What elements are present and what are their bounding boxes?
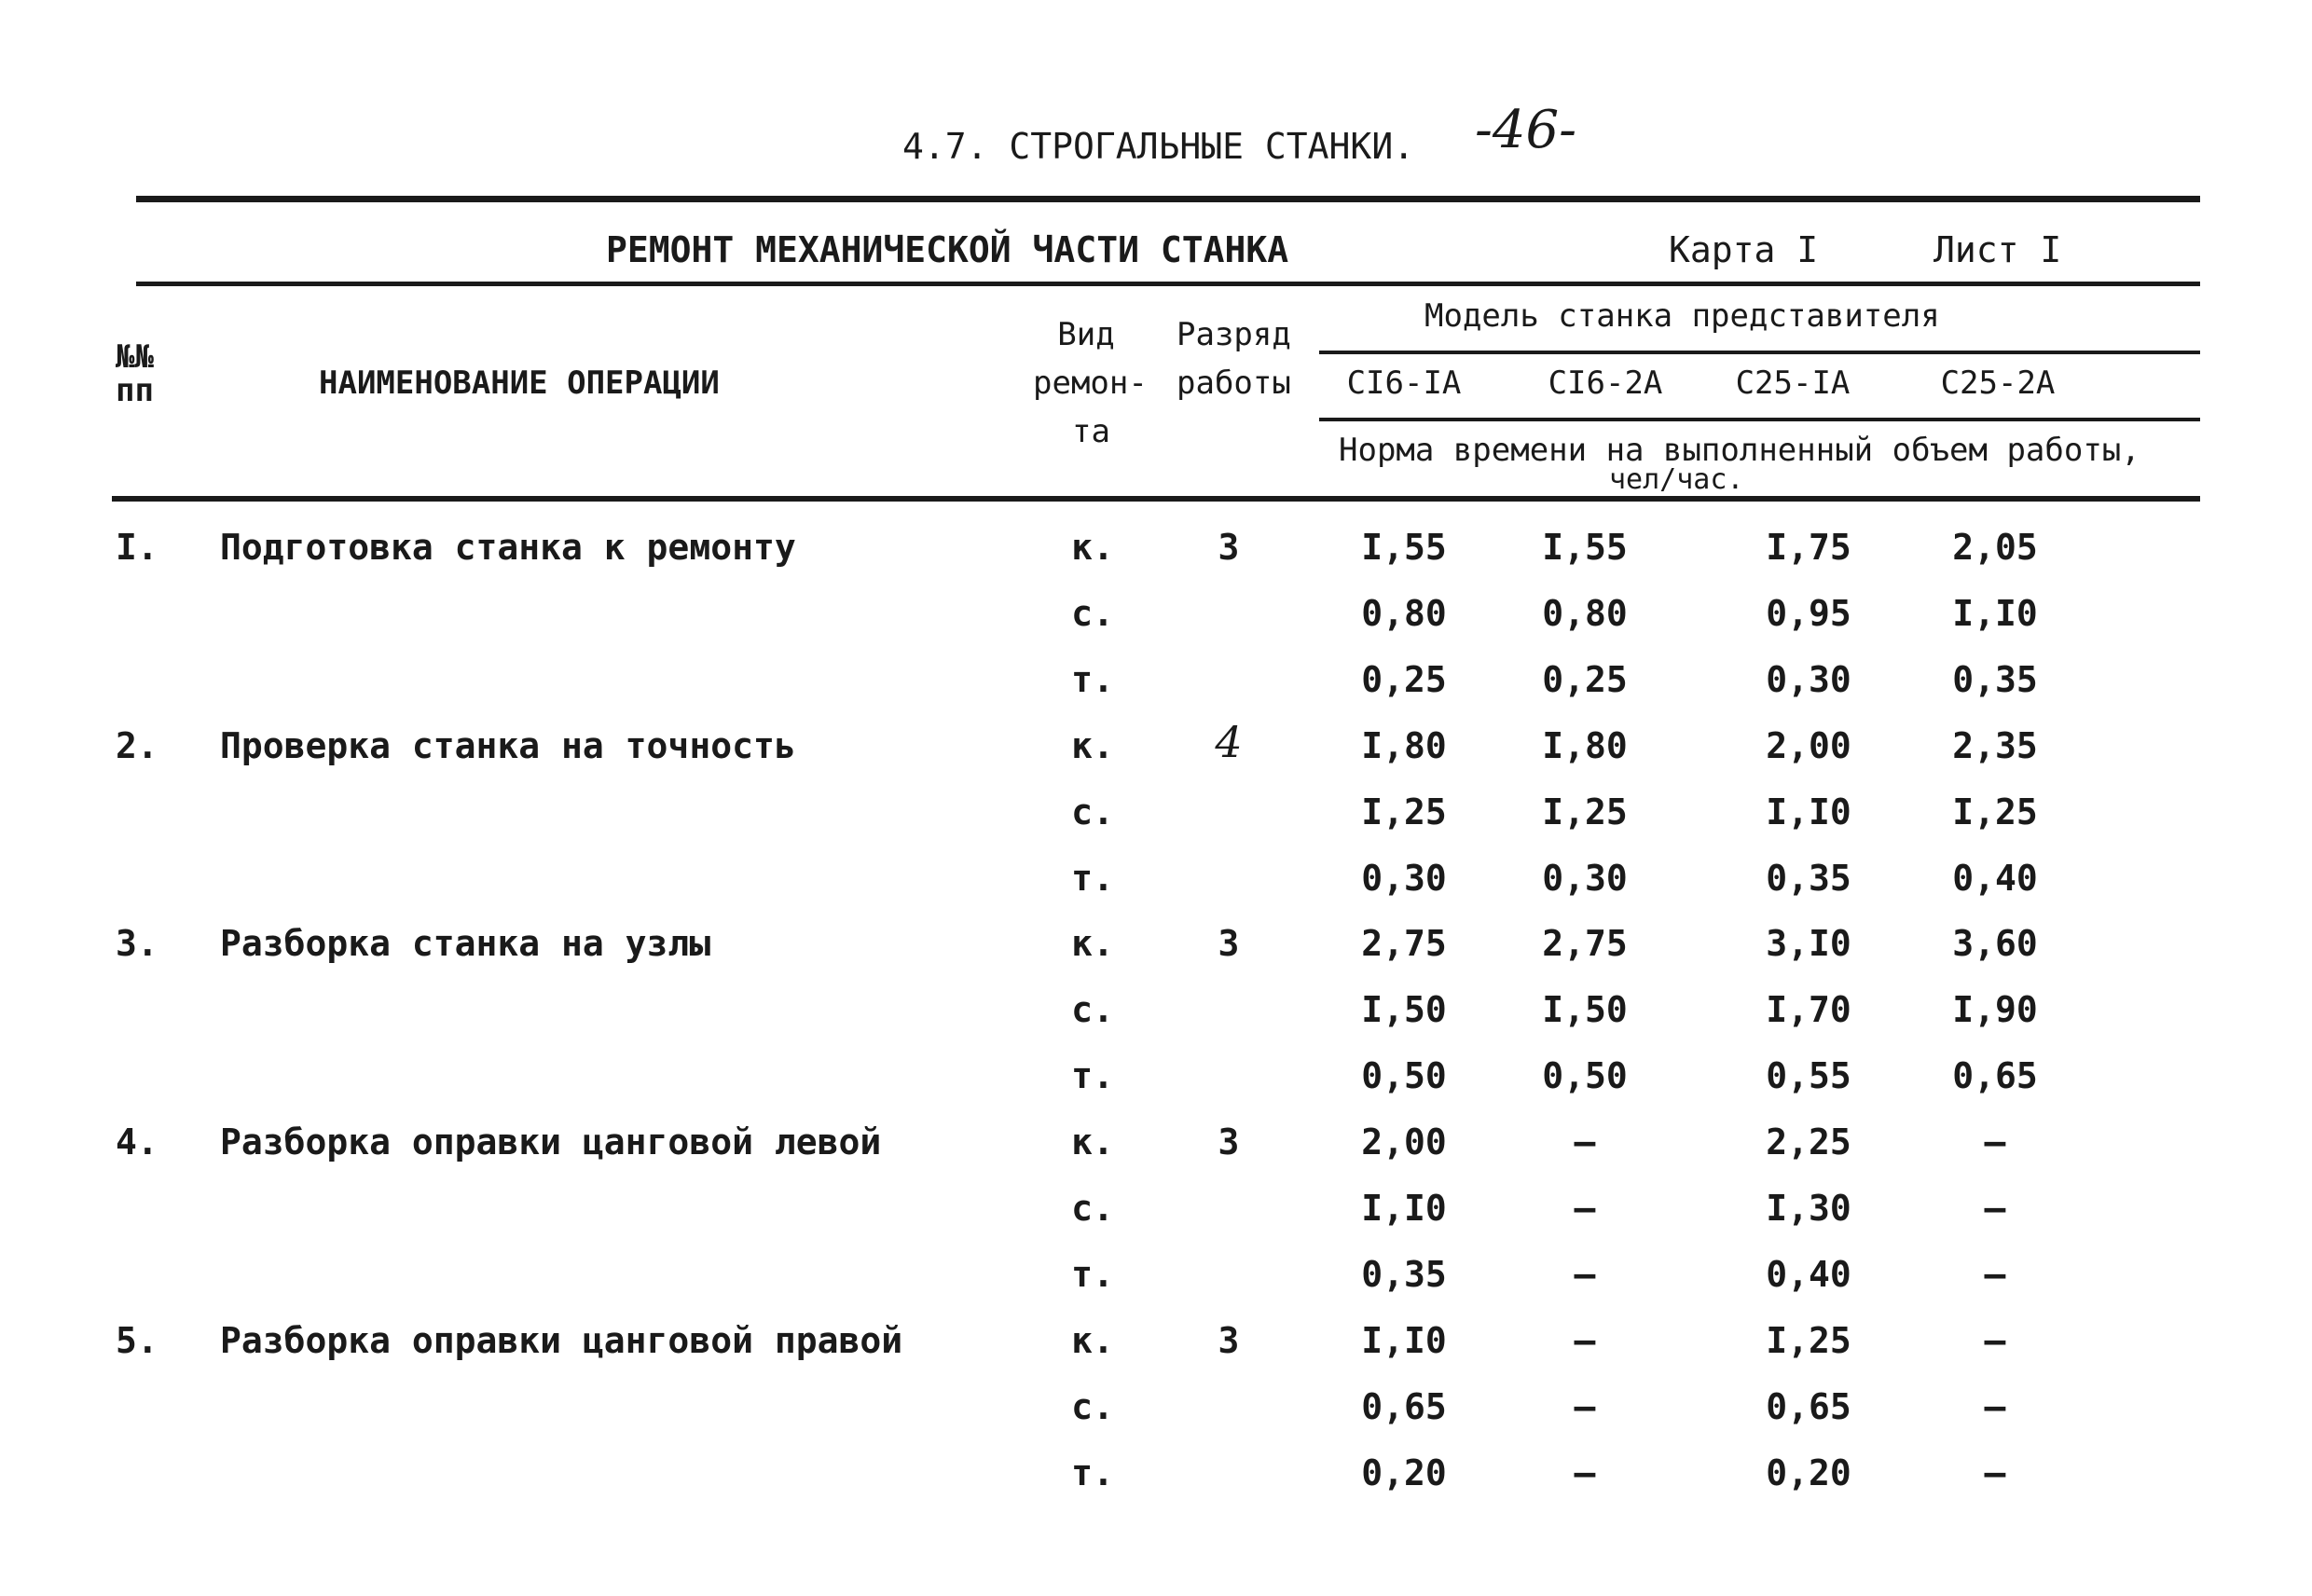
norm-header: Норма времени на выполненный объем работы, xyxy=(1339,432,2140,469)
norm-value: 0,55 xyxy=(1766,1055,1851,1096)
col-grade-header-1: Разряд xyxy=(1177,316,1291,353)
norm-value: 0,35 xyxy=(1766,858,1851,899)
norm-value: 0,30 xyxy=(1361,858,1447,899)
norm-value: – xyxy=(1574,1452,1596,1493)
card-label: Карта I xyxy=(1669,229,1819,270)
norm-value: I,30 xyxy=(1766,1188,1851,1229)
operation-number: 4. xyxy=(116,1121,158,1163)
operation-number: 3. xyxy=(116,923,158,964)
models-title: Модель станка представителя xyxy=(1424,297,1940,335)
sheet-label: Лист I xyxy=(1934,229,2062,270)
norm-value: – xyxy=(1984,1121,2006,1163)
page-number: -46- xyxy=(1475,100,1577,160)
repair-type: к. xyxy=(1071,1121,1114,1163)
operation-number: 2. xyxy=(116,725,158,766)
norm-value: 2,75 xyxy=(1361,923,1447,964)
norm-value: 2,00 xyxy=(1766,725,1851,766)
col-grade-header-2: работы xyxy=(1177,365,1291,402)
norm-value: – xyxy=(1984,1386,2006,1427)
norm-value: – xyxy=(1574,1386,1596,1427)
operation-name: Проверка станка на точность xyxy=(220,725,796,766)
norm-value: – xyxy=(1984,1188,2006,1229)
model-header: СI6-2A xyxy=(1548,365,1663,402)
norm-value: 0,80 xyxy=(1361,593,1447,634)
col-repair-header-1: Вид xyxy=(1057,316,1115,353)
model-header: СI6-IA xyxy=(1346,365,1462,402)
top-rule xyxy=(136,196,2200,202)
norm-value: 0,65 xyxy=(1361,1386,1447,1427)
norm-value: 2,25 xyxy=(1766,1121,1851,1163)
norm-value: 0,20 xyxy=(1361,1452,1447,1493)
norm-value: 0,95 xyxy=(1766,593,1851,634)
norm-value: – xyxy=(1574,1254,1596,1295)
operation-name: Разборка оправки цанговой правой xyxy=(220,1320,903,1361)
norm-value: I,75 xyxy=(1766,527,1851,568)
repair-type: т. xyxy=(1071,1055,1114,1096)
operation-grade: 4 xyxy=(1215,717,1243,767)
norm-value: 0,40 xyxy=(1952,858,2038,899)
norm-value: 0,35 xyxy=(1952,659,2038,700)
model-header: С25-2A xyxy=(1940,365,2056,402)
norm-value: – xyxy=(1574,1121,1596,1163)
operation-grade: 3 xyxy=(1218,923,1240,964)
norm-value: I,55 xyxy=(1361,527,1447,568)
norm-value: 0,25 xyxy=(1361,659,1447,700)
models-rule-2 xyxy=(1319,418,2200,421)
norm-value: 2,00 xyxy=(1361,1121,1447,1163)
repair-type: к. xyxy=(1071,725,1114,766)
norm-value: 2,35 xyxy=(1952,725,2038,766)
norm-value: – xyxy=(1984,1254,2006,1295)
norm-value: I,50 xyxy=(1542,989,1628,1030)
col-num-header: №№ пп xyxy=(116,338,154,409)
operation-number: 5. xyxy=(116,1320,158,1361)
repair-type: с. xyxy=(1071,593,1114,634)
norm-value: – xyxy=(1984,1320,2006,1361)
norm-value: I,55 xyxy=(1542,527,1628,568)
norm-value: 0,50 xyxy=(1542,1055,1628,1096)
operation-grade: 3 xyxy=(1218,1320,1240,1361)
repair-type: т. xyxy=(1071,659,1114,700)
model-header: С25-IA xyxy=(1735,365,1851,402)
norm-value: 0,35 xyxy=(1361,1254,1447,1295)
norm-value: I,25 xyxy=(1542,791,1628,832)
norm-value: – xyxy=(1574,1188,1596,1229)
norm-value: I,80 xyxy=(1361,725,1447,766)
section-title: 4.7. СТРОГАЛЬНЫЕ СТАНКИ. xyxy=(902,126,1415,167)
norm-value: I,I0 xyxy=(1952,593,2038,634)
norm-value: I,80 xyxy=(1542,725,1628,766)
col-name-header: НАИМЕНОВАНИЕ ОПЕРАЦИИ xyxy=(319,365,720,402)
norm-value: I,25 xyxy=(1766,1320,1851,1361)
norm-value: 0,65 xyxy=(1766,1386,1851,1427)
norm-value: 0,80 xyxy=(1542,593,1628,634)
norm-value: 0,65 xyxy=(1952,1055,2038,1096)
models-rule xyxy=(1319,351,2200,354)
operation-number: I. xyxy=(116,527,158,568)
norm-value: I,I0 xyxy=(1361,1320,1447,1361)
norm-value: – xyxy=(1574,1320,1596,1361)
norm-value: 0,50 xyxy=(1361,1055,1447,1096)
norm-value: 3,I0 xyxy=(1766,923,1851,964)
norm-value: I,25 xyxy=(1952,791,2038,832)
norm-value: – xyxy=(1984,1452,2006,1493)
repair-type: с. xyxy=(1071,1188,1114,1229)
norm-value: 0,25 xyxy=(1542,659,1628,700)
repair-type: т. xyxy=(1071,1254,1114,1295)
repair-type: к. xyxy=(1071,527,1114,568)
norm-unit: чел/час. xyxy=(1609,463,1744,496)
repair-type: с. xyxy=(1071,791,1114,832)
norm-value: I,90 xyxy=(1952,989,2038,1030)
norm-value: 0,40 xyxy=(1766,1254,1851,1295)
norm-value: 3,60 xyxy=(1952,923,2038,964)
norm-value: 0,30 xyxy=(1766,659,1851,700)
norm-value: 0,20 xyxy=(1766,1452,1851,1493)
repair-type: с. xyxy=(1071,989,1114,1030)
norm-value: 2,75 xyxy=(1542,923,1628,964)
operation-name: Подготовка станка к ремонту xyxy=(220,527,796,568)
norm-value: 0,30 xyxy=(1542,858,1628,899)
repair-type: к. xyxy=(1071,1320,1114,1361)
repair-type: с. xyxy=(1071,1386,1114,1427)
repair-type: т. xyxy=(1071,858,1114,899)
operation-grade: 3 xyxy=(1218,1121,1240,1163)
norm-value: I,70 xyxy=(1766,989,1851,1030)
repair-type: к. xyxy=(1071,923,1114,964)
operation-grade: 3 xyxy=(1218,527,1240,568)
norm-value: I,50 xyxy=(1361,989,1447,1030)
repair-type: т. xyxy=(1071,1452,1114,1493)
part-title: РЕМОНТ МЕХАНИЧЕСКОЙ ЧАСТИ СТАНКА xyxy=(606,229,1289,270)
col-repair-header-3: та xyxy=(1072,413,1110,450)
norm-value: 2,05 xyxy=(1952,527,2038,568)
norm-value: I,I0 xyxy=(1361,1188,1447,1229)
body-rule xyxy=(112,496,2200,502)
norm-value: I,25 xyxy=(1361,791,1447,832)
norm-value: I,I0 xyxy=(1766,791,1851,832)
operation-name: Разборка станка на узлы xyxy=(220,923,711,964)
col-repair-header-2: ремон- xyxy=(1033,365,1148,402)
header-rule xyxy=(136,282,2200,286)
operation-name: Разборка оправки цанговой левой xyxy=(220,1121,882,1163)
